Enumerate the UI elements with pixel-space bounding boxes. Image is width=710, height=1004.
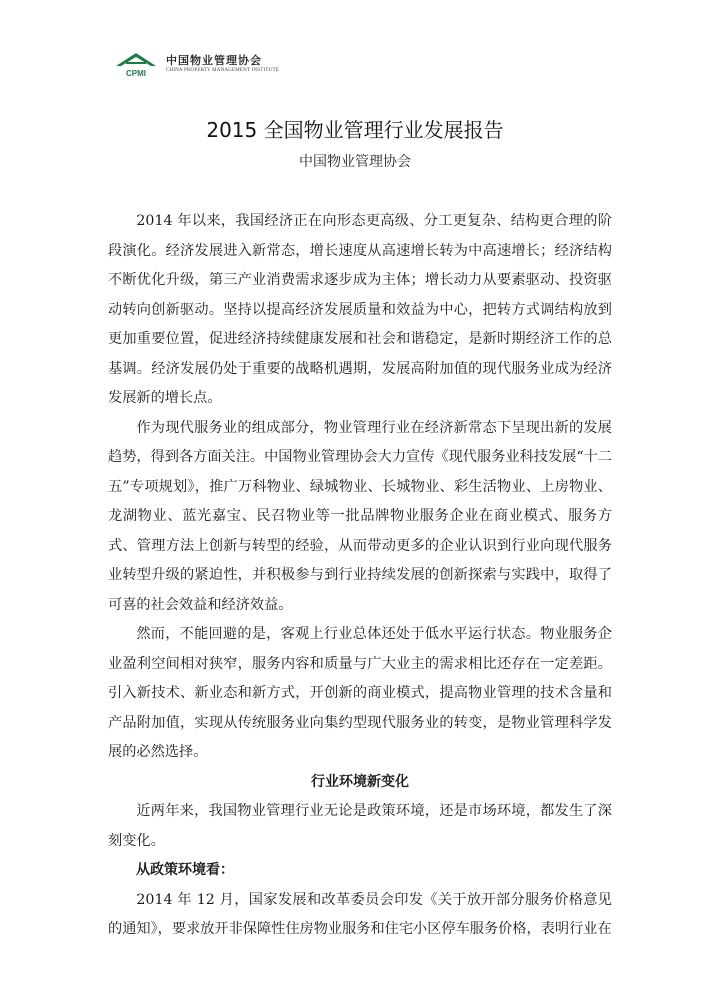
cpmi-logo-icon (112, 50, 160, 78)
org-name-en: CHINA PROPERTY MANAGEMENT INSTITUTE (166, 68, 279, 73)
section-heading: 行业环境新变化 (311, 773, 409, 790)
paragraph: 作为现代服务业的组成部分，物业管理行业在经济新常态下呈现出新的发展趋势，得到各方面关注。中国物业管理协会大力宣传《现代服务业科技发展“十二五”专项规划》，推广万科物业、绿城物业、长城物业、彩生活物业、上房物业、龙湖物业、蓝光嘉宝、民召物业等一批品牌物业服务企业在商业模式、服务方式、管理方法上创新与转型的经验，从而带动更多的企业认识到行业向现代服务业转型升级的紧迫性，并积极参与到行业持续发展的创新探索与实践中，取得了可喜的社会效益和经济效益。 (108, 419, 612, 613)
document-title: 2015 全国物业管理行业发展报告 (206, 118, 504, 142)
section-intro: 近两年来，我国物业管理行业无论是政策环境，还是市场环境，都发生了深刻变化。 (108, 803, 612, 849)
letterhead (112, 50, 279, 78)
logo-abbr: CPMI (126, 69, 146, 78)
paragraph: 2014 年以来，我国经济正在向形态更高级、分工更复杂、结构更合理的阶段演化。经济发展进入新常态，增长速度从高速增长转为中高速增长；经济结构不断优化升级，第三产业消费需求逐步成为主体；增长动力从要素驱动、投资驱动转向创新驱动。坚持以提高经济发展质量和效益为中心，把转方式调结构放到更加重要位置，促进经济持续健康发展和社会和谐稳定，是新时期经济工作的总基调。经济发展仍处于重要的战略机遇期，发展高附加值的现代服务业成为经济发展新的增长点。 (108, 213, 612, 406)
sub-heading: 从政策环境看： (136, 862, 234, 878)
document-author: 中国物业管理协会 (299, 154, 411, 170)
paragraph: 2014 年 12 月，国家发展和改革委员会印发《关于放开部分服务价格意见的通知》，要求放开非保障性住房物业服务和住宅小区停车服务价格，表明行业在 (108, 891, 612, 937)
paragraph: 然而，不能回避的是，客观上行业总体还处于低水平运行状态。物业服务企业盈利空间相对狭窄，服务内容和质量与广大业主的需求相比还存在一定差距。引入新技术、新业态和新方式，开创新的商业模式，提高物业管理的技术含量和产品附加值，实现从传统服务业向集约型现代服务业的转变，是物业管理科学发展的必然选择。 (108, 626, 612, 760)
org-name-cn: 中国物业管理协会 (166, 54, 262, 67)
document-body (108, 207, 612, 945)
